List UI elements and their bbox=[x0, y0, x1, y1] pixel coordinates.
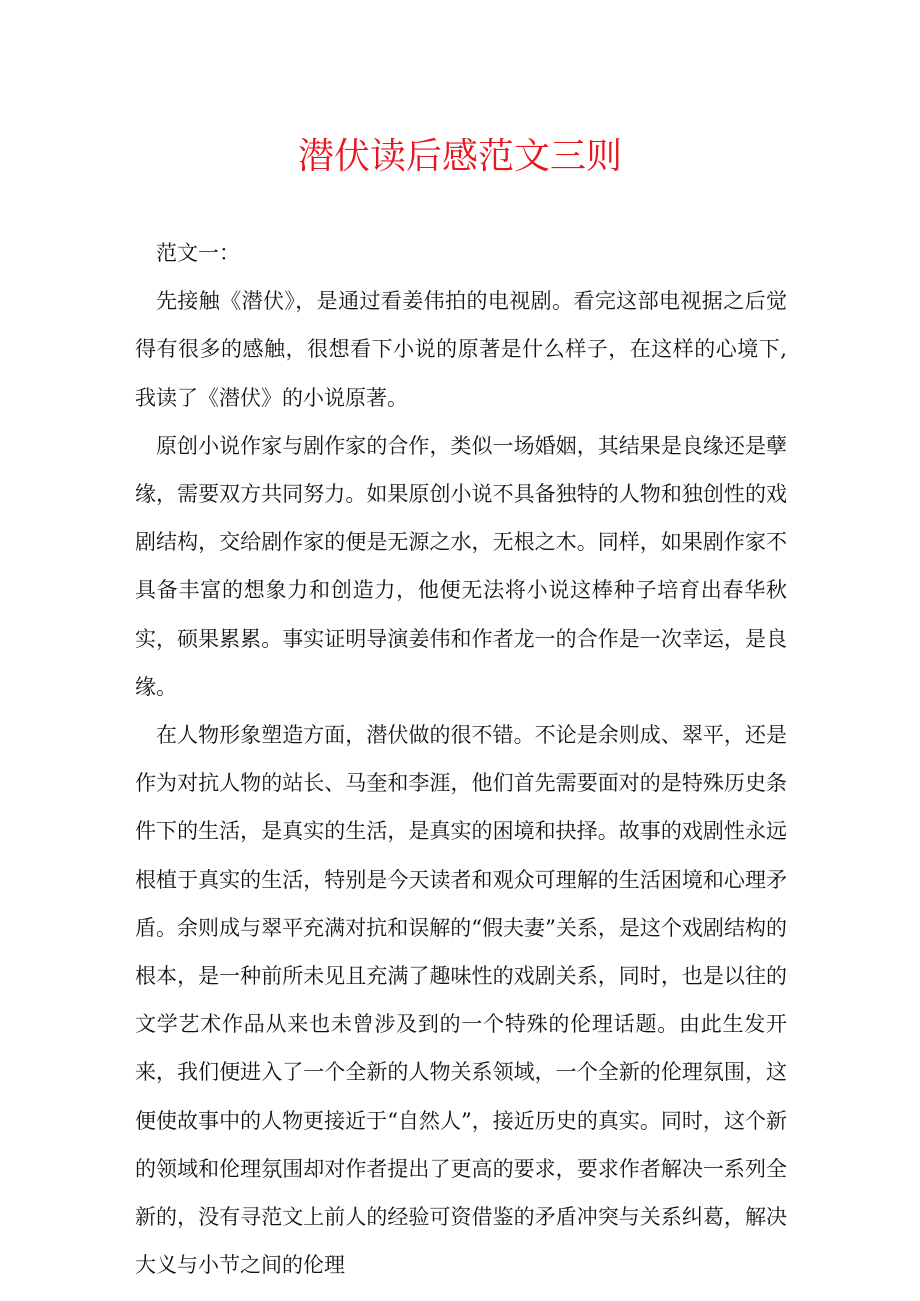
document-title: 潜伏读后感范文三则 bbox=[297, 136, 622, 177]
section-label: 范文一： bbox=[156, 241, 240, 265]
document-body bbox=[135, 229, 787, 1289]
paragraph-2: 原创小说作家与剧作家的合作，类似一场婚姻，其结果是良缘还是孽缘，需要双方共同努力。如果原创小说不具备独特的人物和独创性的戏剧结构，交给剧作家的便是无源之水，无根之木。同样，如果剧作家不具备丰富的想象力和创造力，他便无法将小说这棒种子培育出春华秋实，硕果累累。事实证明导演姜伟和作者龙一的合作是一次幸运，是良缘。 bbox=[135, 433, 787, 699]
paragraph-1: 先接触《潜伏》，是通过看姜伟拍的电视剧。看完这部电视据之后觉得有很多的感触，很想看下小说的原著是什么样子，在这样的心境下,我读了《潜伏》的小说原著。 bbox=[135, 289, 787, 410]
paragraph-3: 在人物形象塑造方面，潜伏做的很不错。不论是余则成、翠平，还是作为对抗人物的站长、马奎和李涯，他们首先需要面对的是特殊历史条件下的生活，是真实的生活，是真实的困境和抉择。故事的戏剧性永远根植于真实的生活，特别是今天读者和观众可理解的生活困境和心理矛盾。余则成与翠平充满对抗和误解的“假夫妻”关系，是这个戏剧结构的根本，是一种前所未见且充满了趣味性的戏剧关系，同时，也是以往的文学艺术作品从来也未曾涉及到的一个特殊的伦理话题。由此生发开来，我们便进入了一个全新的人物关系领域，一个全新的伦理氛围，这便使故事中的人物更接近于“自然人”，接近历史的真实。同时，这个新的领域和伦理氛围却对作者提出了更高的要求，要求作者解决一系列全新的，没有寻范文上前人的经验可资借鉴的矛盾冲突与关系纠葛，解决大义与小节之间的伦理 bbox=[135, 723, 787, 1278]
